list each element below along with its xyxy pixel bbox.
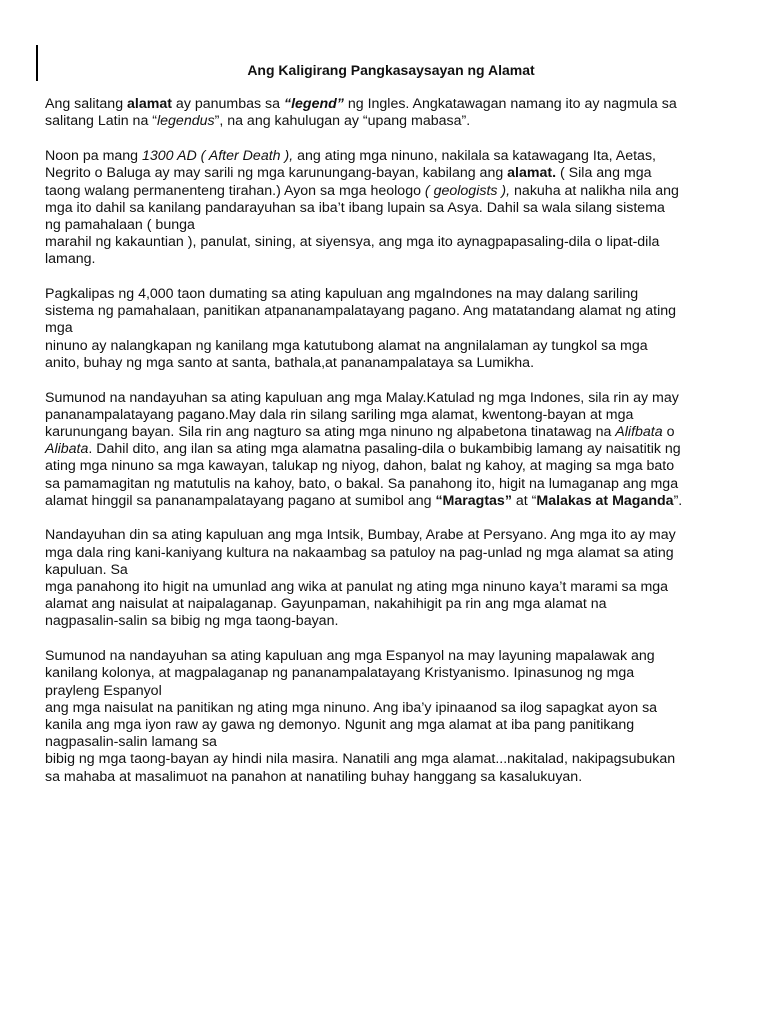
paragraph-line: kapuluan. Sa <box>45 561 128 578</box>
paragraph-line <box>45 183 725 200</box>
text-run: ay panumbas sa <box>171 96 284 113</box>
paragraph-line <box>45 113 725 130</box>
paragraph-line: bibig ng mga taong-bayan ay hindi nila masira. Nanatili ang mga alamat...nakitalad, nakipagsubukan <box>45 751 676 768</box>
text-run: Negrito o Baluga ay may sarili ng mga karunungang-bayan, kabilang ang <box>45 165 508 182</box>
document-page <box>45 62 725 803</box>
paragraph-line: ninuno ay nalangkapan ng kanilang mga katutubong alamat na angnilalaman ay tungkol sa mga <box>45 337 648 354</box>
paragraph-line: mga <box>45 320 73 337</box>
paragraph-line: marahil ng kakauntian ), panulat, sining, at siyensya, ang mga ito aynagpapasaling-dila o lipat-dila <box>45 234 660 251</box>
paragraph-line: Sumunod na nandayuhan sa ating kapuluan ang mga Espanyol na may layuning mapalawak ang <box>45 648 655 665</box>
text-run: ”. <box>673 492 683 509</box>
paragraph-5 <box>45 527 725 630</box>
paragraph-line: nagpasalin-salin lamang sa <box>45 734 217 751</box>
paragraph-line: Nandayuhan din sa ating kapuluan ang mga Intsik, Bumbay, Arabe at Persyano. Ang mga ito ay may <box>45 527 676 544</box>
paragraph-line: kanilang kolonya, at magpalaganap ng pananampalatayang Kristyanismo. Ipinasunog ng mga <box>45 665 635 682</box>
text-run: ”, na ang kahulugan ay “upang mabasa”. <box>214 113 471 130</box>
text-run: at “ <box>511 492 537 509</box>
text-run: salitang Latin na “ <box>45 113 157 130</box>
italic-date-phrase: 1300 AD ( After Death ), <box>142 148 294 165</box>
italic-term-alibata: Alibata <box>45 441 89 458</box>
text-run: Noon pa mang <box>45 148 143 165</box>
text-run: nakuha at nalikha nila ang <box>510 182 679 199</box>
document-title: Ang Kaligirang Pangkasaysayan ng Alamat <box>247 62 535 78</box>
text-run: o <box>662 423 675 440</box>
paragraph-line: lamang. <box>45 251 96 268</box>
italic-term-legendus: legendus <box>157 113 215 130</box>
italic-term-alifbata: Alifbata <box>615 423 663 440</box>
paragraph-line <box>45 493 725 510</box>
paragraph-line: prayleng Espanyol <box>45 682 162 699</box>
text-run: ang ating mga ninuno, nakilala sa katawagang Ita, Aetas, <box>293 148 656 165</box>
paragraph-line: kanila ang mga iyon raw ay gawa ng demonyo. Ngunit ang mga alamat at iba pang panitikang <box>45 717 635 733</box>
bold-term-maragtas: “Maragtas” <box>435 492 512 509</box>
text-run: taong walang permanenteng tirahan.) Ayon sa mga heologo <box>45 182 425 199</box>
text-cursor-mark <box>36 45 38 81</box>
paragraph-6 <box>45 648 725 786</box>
bold-italic-term-legend: “legend” <box>283 96 344 113</box>
paragraph-line <box>45 165 725 182</box>
paragraph-line: mga dala ring kani-kaniyang kultura na nakaambag sa patuloy na pag-unlad ng mga alamat sa ating <box>45 544 674 561</box>
paragraph-line <box>45 148 725 165</box>
paragraph-line: pananampalatayang pagano.May dala rin silang sariling mga alamat, kwentong-bayan at mga <box>45 406 634 423</box>
paragraph-line: alamat ang naisulat at naipalaganap. Gayunpaman, nakahihigit pa rin ang mga alamat na <box>45 596 607 613</box>
paragraph-line: anito, buhay ng mga santo at santa, bathala,at pananampalataya sa Lumikha. <box>45 354 535 371</box>
paragraph-line: sa mahaba at masalimuot na panahon at nanatiling buhay hanggang sa kasalukuyan. <box>45 768 583 785</box>
paragraph-line <box>45 424 725 441</box>
paragraph-line <box>45 441 725 458</box>
italic-term-geologists: ( geologists ), <box>424 182 511 199</box>
bold-term-malakas-at-maganda: Malakas at Maganda <box>536 492 674 509</box>
paragraph-2 <box>45 148 725 268</box>
paragraph-line: ang mga naisulat na panitikan ng ating mga ninuno. Ang iba’y ipinaanod sa ilog sapagkat ayon sa <box>45 699 658 716</box>
paragraph-line: ating mga ninuno sa mga kawayan, talukap ng niyog, dahon, balat ng kahoy, at maging sa mga bato <box>45 458 675 475</box>
text-run: alamat hinggil sa pananampalatayang pagano at sumibol ang <box>45 492 436 509</box>
paragraph-1 <box>45 96 725 130</box>
text-run: ng Ingles. Angkatawagan namang ito ay nagmula sa <box>343 96 677 113</box>
paragraph-line: mga ito dahil sa kanilang pandarayuhan sa iba’t ibang lupain sa Asya. Dahil sa wala silang sistema <box>45 199 665 216</box>
paragraph-line: Sumunod na nandayuhan sa ating kapuluan ang mga Malay.Katulad ng mga Indones, sila rin ay may <box>45 389 679 406</box>
paragraph-line: ng pamahalaan ( bunga <box>45 216 195 233</box>
paragraph-line: sa pamamagitan ng matutulis na kahoy, bato, o bakal. Sa panahong ito, higit na lumaganap ang mga <box>45 475 679 492</box>
text-run: ( Sila ang mga <box>556 165 652 182</box>
paragraph-line: Pagkalipas ng 4,000 taon dumating sa ating kapuluan ang mgaIndones na may dalang sariling <box>45 286 639 303</box>
text-run: . Dahil dito, ang ilan sa ating mga alamatna pasaling-dila o bukambibig lamang ay naisatitik ng <box>88 441 681 458</box>
text-run: Ang salitang <box>45 96 128 113</box>
paragraph-4 <box>45 390 725 510</box>
bold-term-alamat: alamat <box>127 96 172 113</box>
paragraph-line: sistema ng pamahalaan, panitikan atpananampalatayang pagano. Ang matatandang alamat ng ating <box>45 303 677 320</box>
paragraph-line: mga panahong ito higit na umunlad ang wika at panulat ng ating mga ninuno kaya’t marami sa mga <box>45 579 669 596</box>
paragraph-line <box>45 96 725 113</box>
bold-term-alamat: alamat. <box>507 165 557 182</box>
paragraph-line: nagpasalin-salin sa bibig ng mga taong-bayan. <box>45 613 339 630</box>
paragraph-3 <box>45 286 725 372</box>
text-run: karunungang bayan. Sila rin ang nagturo sa ating mga ninuno ng alpabetona tinatawag na <box>45 423 616 440</box>
